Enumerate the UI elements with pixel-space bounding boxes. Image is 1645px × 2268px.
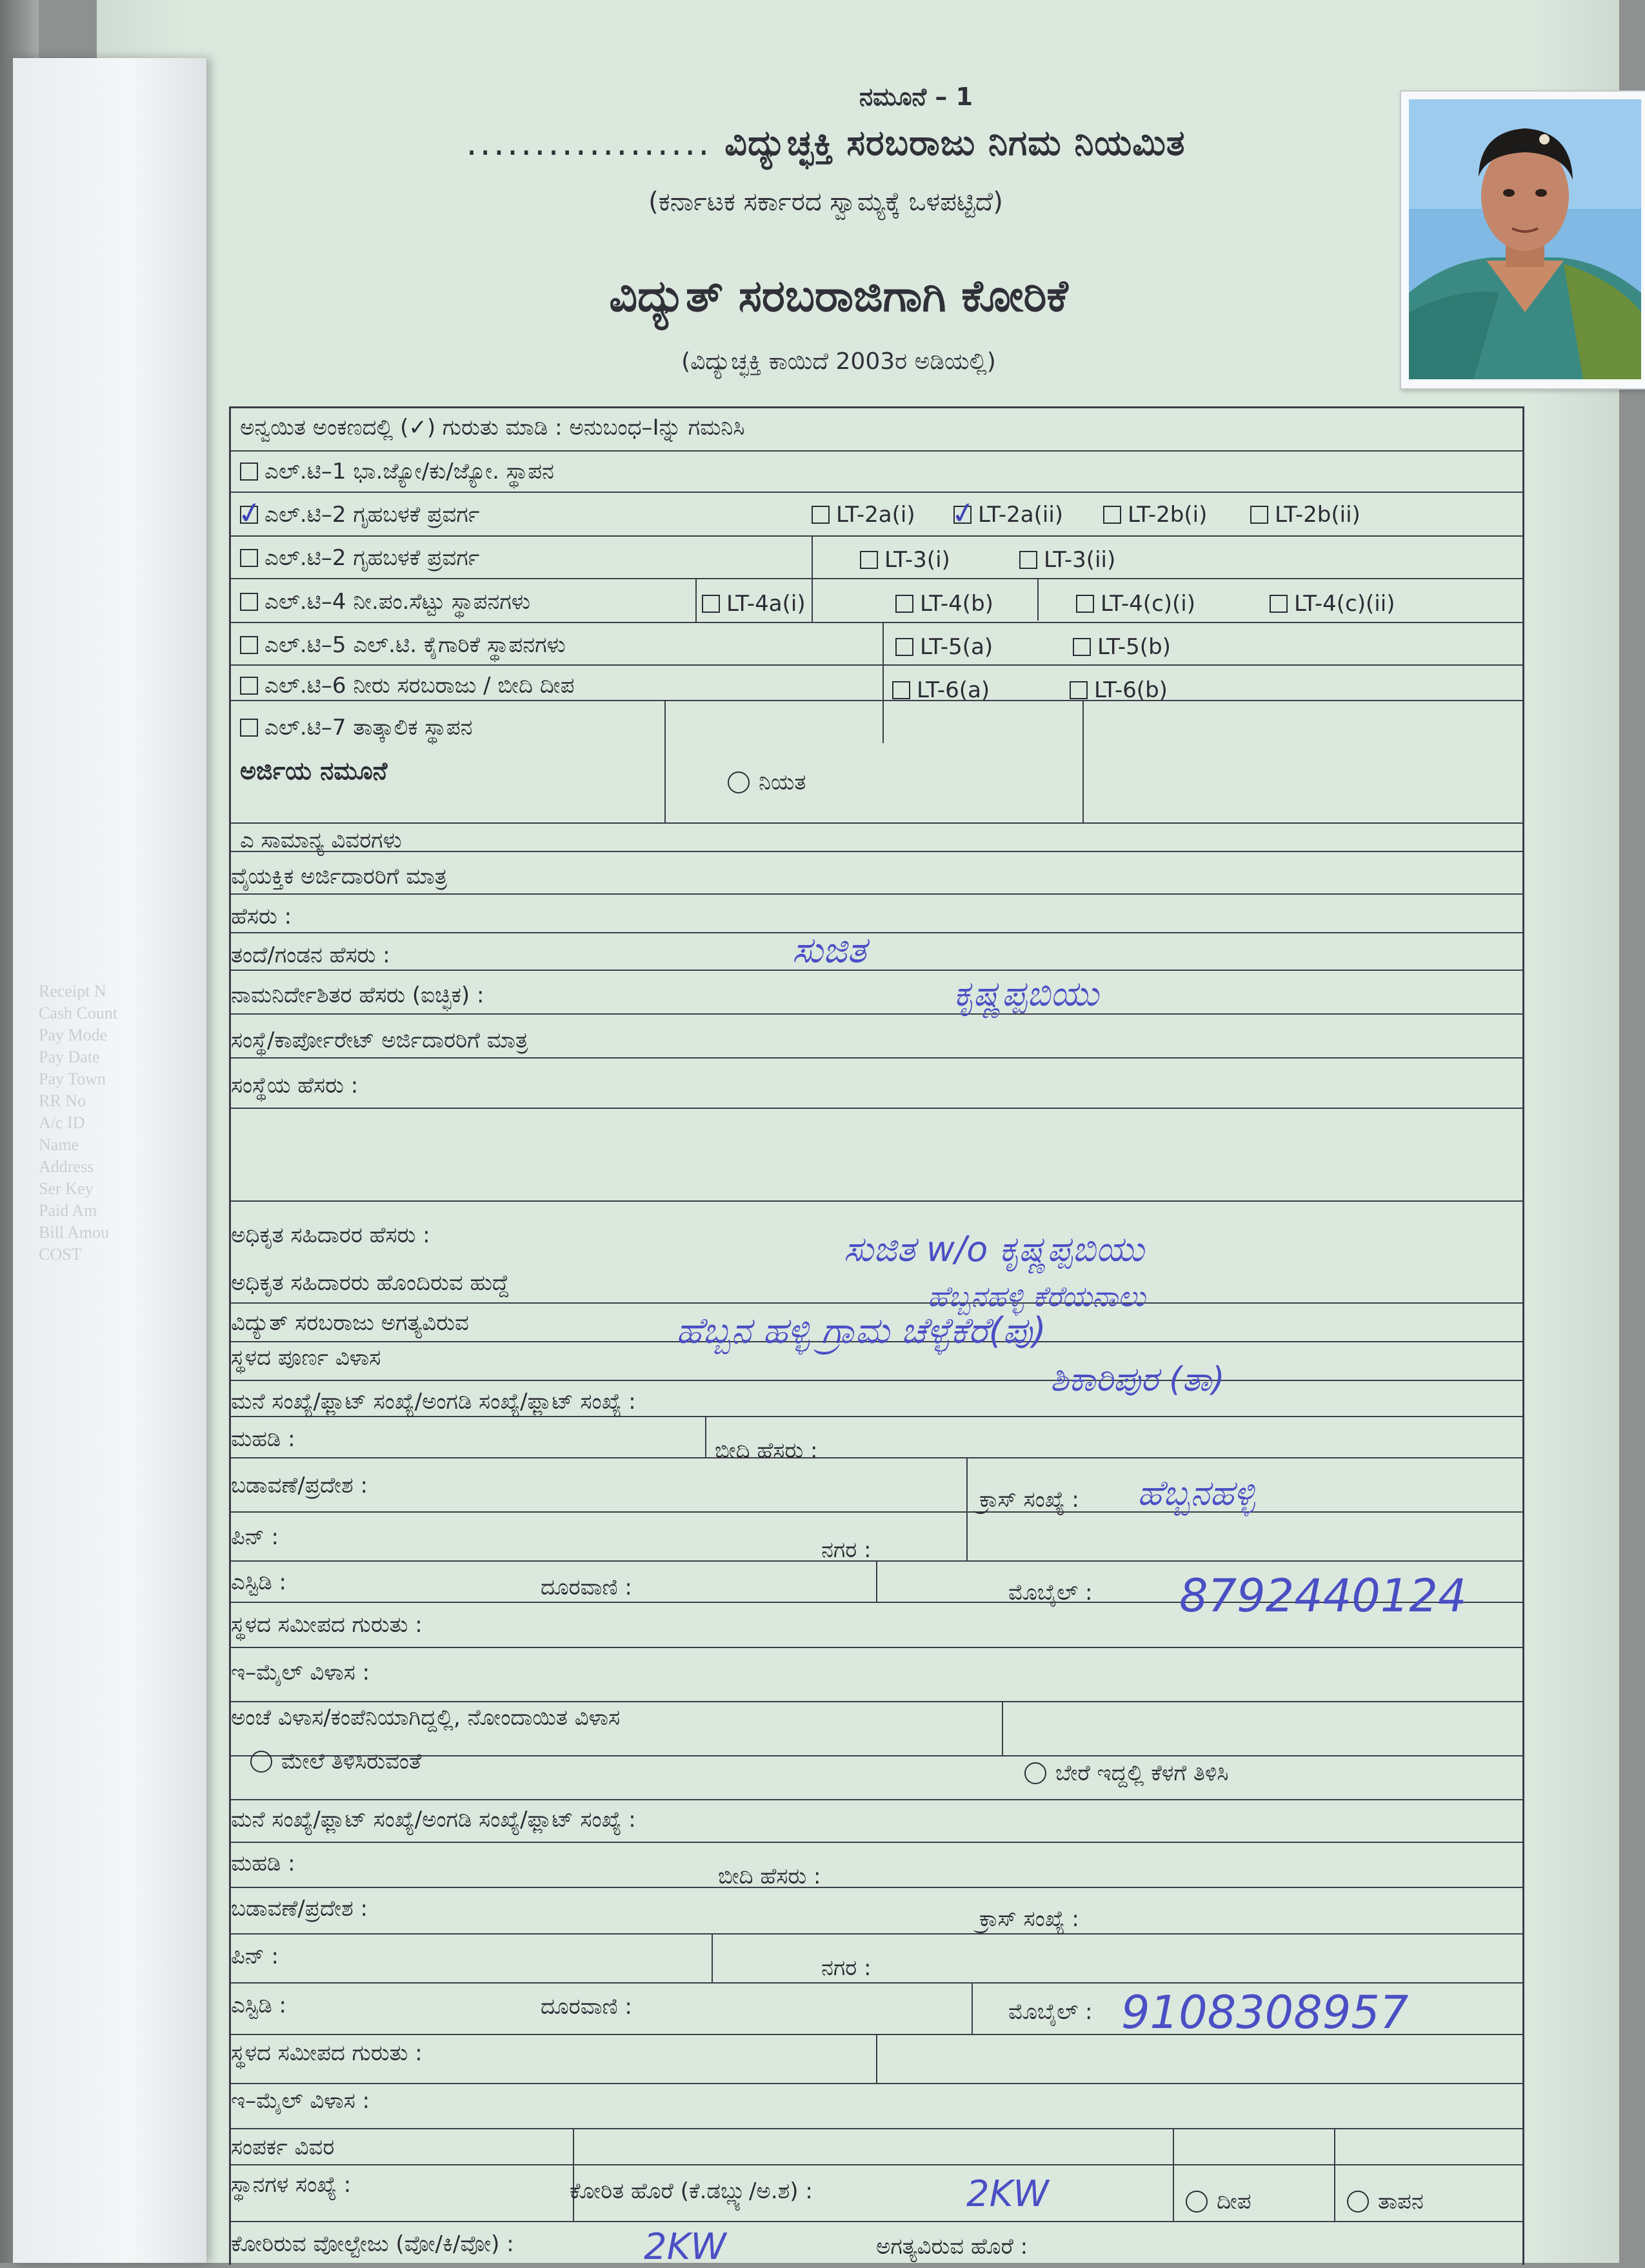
subcat-lt4b[interactable]	[895, 591, 993, 617]
heater-label: ತಾಪನ	[1378, 2189, 1424, 2214]
lt3ii-label: LT-3(ii)	[1044, 547, 1116, 573]
regular-label: ನಿಯತ	[759, 770, 806, 795]
lt1-label: ಎಲ್.ಟಿ–1 ಭಾ.ಜ್ಯೋ/ಕು/ಜ್ಯೋ. ಸ್ಥಾಪನ	[264, 459, 554, 484]
area-label: ಬಡಾವಣೆ/ಪ್ರದೇಶ :	[231, 1473, 368, 1498]
subcat-lt4cii[interactable]	[1270, 591, 1395, 617]
lt4ai-label: LT-4a(i)	[726, 591, 806, 617]
org-name-label: ಸಂಸ್ಥೆಯ ಹೆಸರು :	[231, 1073, 359, 1099]
individual-heading: ವೈಯಕ್ತಿಕ ಅರ್ಜಿದಾರರಿಗೆ ಮಾತ್ರ	[231, 864, 448, 890]
lt5-label: ಎಲ್.ಟಿ–5 ಎಲ್.ಟಿ. ಕೈಗಾರಿಕೆ ಸ್ಥಾಪನಗಳು	[264, 632, 566, 658]
heater-option[interactable]	[1347, 2189, 1424, 2214]
application-form-grid	[229, 406, 1524, 2268]
subcat-lt2aii[interactable]	[948, 493, 1064, 532]
lt4-label: ಎಲ್.ಟಿ–4 ನೀ.ಪಂ.ಸೆಟ್ಟು ಸ್ಥಾಪನಗಳು	[264, 589, 531, 615]
flap-ghost-text	[39, 980, 194, 1266]
lt4b-checkbox[interactable]	[895, 595, 913, 613]
check-mark-icon: ✓	[234, 493, 265, 532]
if-other-radio[interactable]	[1024, 1762, 1046, 1784]
lt2ai-label: LT-2a(i)	[836, 502, 915, 528]
ghost-line: Pay Town	[39, 1069, 106, 1088]
instruction-text: ಅನ್ವಯಿತ ಅಂಕಣದಲ್ಲಿ (✓) ಗುರುತು ಮಾಡಿ : ಅನುಬಂಧ–Iನ್ನು ಗಮನಿಸಿ	[240, 415, 745, 441]
ghost-line: RR No	[39, 1091, 86, 1110]
lt5a-label: LT-5(a)	[920, 634, 993, 660]
org-dots: ..................	[466, 123, 712, 163]
ghost-line: Bill Amou	[39, 1223, 110, 1242]
floor-label: ಮಹಡಿ :	[231, 1426, 295, 1452]
if-other-label: ಬೇರೆ ಇದ್ದಲ್ಲಿ ಕೆಳಗೆ ತಿಳಿಸಿ	[1055, 1760, 1229, 1786]
postal-address-label: ಅಂಚೆ ವಿಳಾಸ/ಕಂಪೆನಿಯಾಗಿದ್ದಲ್ಲಿ, ನೋಂದಾಯಿತ ವಿಳಾಸ	[231, 1705, 621, 1731]
postal-mobile-label: ಮೊಬೈಲ್ :	[1008, 1999, 1093, 2025]
lt3i-checkbox[interactable]	[860, 551, 878, 569]
supply-address-label-2: ಸ್ಥಳದ ಪೂರ್ಣ ವಿಳಾಸ	[231, 1345, 381, 1371]
subcat-lt6a[interactable]	[892, 677, 990, 703]
postal-city-label: ನಗರ :	[821, 1955, 872, 1981]
same-as-above-radio[interactable]	[250, 1751, 272, 1773]
postal-area-label: ಬಡಾವಣೆ/ಪ್ರದೇಶ :	[231, 1896, 368, 1922]
heater-radio[interactable]	[1347, 2191, 1369, 2213]
category-lt3[interactable]	[240, 545, 479, 571]
regular-radio[interactable]	[728, 771, 750, 793]
lt6b-label: LT-6(b)	[1094, 677, 1168, 703]
subcat-lt2ai[interactable]	[812, 502, 915, 528]
lt5b-checkbox[interactable]	[1073, 638, 1091, 656]
lt1-checkbox[interactable]	[240, 463, 258, 481]
subcat-lt2bi[interactable]	[1103, 502, 1207, 528]
application-type-regular[interactable]	[728, 770, 806, 795]
same-as-above-label: ಮೇಲೆ ತಿಳಿಸಿರುವಂತೆ	[281, 1749, 422, 1775]
category-lt1[interactable]	[240, 459, 554, 484]
subcat-lt5b[interactable]	[1073, 634, 1171, 660]
postal-cross-label: ಕ್ರಾಸ್ ಸಂಖ್ಯೆ :	[979, 1906, 1079, 1932]
subcat-lt4ci[interactable]	[1076, 591, 1195, 617]
lt2-checkbox[interactable]	[234, 493, 265, 532]
lt5-checkbox[interactable]	[240, 636, 258, 654]
lt4cii-label: LT-4(c)(ii)	[1294, 591, 1395, 617]
postal-street-label: ಬೀದಿ ಹೆಸರು :	[718, 1864, 821, 1889]
subcat-lt6b[interactable]	[1070, 677, 1168, 703]
connection-heading: ಸಂಪರ್ಕ ವಿವರ	[231, 2134, 335, 2160]
lt5a-checkbox[interactable]	[895, 638, 913, 656]
subcat-lt5a[interactable]	[895, 634, 993, 660]
lt4ci-label: LT-4(c)(i)	[1101, 591, 1196, 617]
organisation-name	[226, 123, 1426, 164]
ghost-line: A/c ID	[39, 1113, 85, 1132]
handwritten-father: ಕೃಷ್ಣಪ್ಪಬಿಯು	[953, 973, 1099, 1014]
postal-email-label: ಇ–ಮೈಲ್ ವಿಳಾಸ :	[231, 2088, 370, 2114]
category-lt4[interactable]	[240, 589, 530, 615]
lt4-checkbox[interactable]	[240, 593, 258, 611]
check-mark-icon: ✓	[948, 493, 979, 532]
lamp-label: ದೀಪ	[1217, 2189, 1251, 2214]
category-lt6[interactable]	[240, 673, 574, 699]
lt4cii-checkbox[interactable]	[1270, 595, 1288, 613]
postal-pin-label: ಪಿನ್ :	[231, 1944, 279, 1969]
ghost-line: Name	[39, 1135, 79, 1154]
landmark-label: ಸ್ಥಳದ ಸಮೀಪದ ಗುರುತು :	[231, 1612, 423, 1638]
handwritten-load: 2KW	[966, 2173, 1049, 2215]
lt3ii-checkbox[interactable]	[1019, 551, 1037, 569]
ghost-line: Paid Am	[39, 1201, 97, 1220]
lt7-checkbox[interactable]	[240, 719, 258, 737]
same-as-above-option[interactable]	[250, 1749, 421, 1775]
subcat-lt4ai[interactable]	[702, 591, 806, 617]
auth-name-label: ಅಧಿಕೃತ ಸಹಿದಾರರ ಹೆಸರು :	[231, 1222, 430, 1248]
mobile-label: ಮೊಬೈಲ್ :	[1008, 1580, 1093, 1606]
cross-label: ಕ್ರಾಸ್ ಸಂಖ್ಯೆ :	[979, 1487, 1079, 1513]
application-type-label: ಅರ್ಜಿಯ ನಮೂನೆ	[240, 757, 388, 785]
email-label: ಇ–ಮೈಲ್ ವಿಳಾಸ :	[231, 1660, 370, 1686]
form-title: ವಿದ್ಯುತ್ ಸರಬರಾಜಿಗಾಗಿ ಕೋರಿಕೆ	[609, 271, 1068, 322]
lamp-radio[interactable]	[1186, 2191, 1208, 2213]
handwritten-cross: ಹೆಬ್ಬನಹಳ್ಳಿ	[1137, 1473, 1255, 1513]
ghost-line: Pay Mode	[39, 1026, 108, 1044]
org-name-text: ವಿದ್ಯುಚ್ಛಕ್ತಿ ಸರಬರಾಜು ನಿಗಮ ನಿಯಮಿತ	[724, 123, 1186, 163]
lt2aii-checkbox[interactable]	[948, 493, 979, 532]
lt2bi-label: LT-2b(i)	[1128, 502, 1208, 528]
section-a-title: ಎ ಸಾಮಾನ್ಯ ವಿವರಗಳು	[240, 828, 402, 853]
father-label: ತಂದೆ/ಗಂಡನ ಹೆಸರು :	[231, 942, 390, 968]
postal-std-label: ಎಸ್ಟಿಡಿ :	[231, 1993, 287, 2018]
corporate-heading: ಸಂಸ್ಥೆ/ಕಾರ್ಪೋರೇಟ್ ಅರ್ಜಿದಾರರಿಗೆ ಮಾತ್ರ	[231, 1028, 528, 1053]
city-label: ನಗರ :	[821, 1537, 872, 1563]
postal-phone-label: ದೂರವಾಣಿ :	[541, 1994, 632, 2020]
handwritten-auth-name: ಸುಜಿತ w/o ಕೃಷ್ಣಪ್ಪಬಿಯು	[844, 1229, 1144, 1269]
pin-label: ಪಿನ್ :	[231, 1524, 279, 1550]
ghost-line: Address	[39, 1157, 94, 1176]
lt4ai-checkbox[interactable]	[702, 595, 720, 613]
ownership-note: (ಕರ್ನಾಟಕ ಸರ್ಕಾರದ ಸ್ವಾಮ್ಯಕ್ಕೆ ಒಳಪಟ್ಟಿದೆ)	[648, 187, 1003, 217]
ghost-line: COST	[39, 1245, 82, 1264]
voltage-label: ಕೋರಿರುವ ವೋಲ್ಟೇಜು (ವೋ/ಕಿ/ವೋ) :	[231, 2231, 514, 2257]
lt2bi-checkbox[interactable]	[1103, 506, 1121, 524]
handwritten-mobile-1: 8792440124	[1179, 1569, 1467, 1622]
ghost-line: Pay Date	[39, 1048, 100, 1066]
handwritten-address-3: ಶಿಕಾರಿಪುರ (ತಾ)	[1050, 1360, 1225, 1399]
handwritten-voltage: 2KW	[644, 2226, 726, 2268]
auth-post-label: ಅಧಿಕೃತ ಸಹಿದಾರರು ಹೊಂದಿರುವ ಹುದ್ದೆ	[231, 1270, 510, 1296]
if-other-option[interactable]	[1024, 1760, 1228, 1786]
applicant-photo	[1400, 90, 1645, 390]
ghost-line: Cash Count	[39, 1004, 118, 1022]
category-lt2[interactable]	[234, 493, 480, 532]
lt2aii-label: LT-2a(ii)	[978, 502, 1064, 528]
requested-load-label: ಕೋರಿತ ಹೊರೆ (ಕೆ.ಡಬ್ಲ್ಯು/ಅ.ಶ) :	[570, 2178, 813, 2204]
postal-floor-label: ಮಹಡಿ :	[231, 1851, 295, 1876]
std-label: ಎಸ್ಟಿಡಿ :	[231, 1569, 287, 1595]
lt3-checkbox[interactable]	[240, 549, 258, 567]
lt6-checkbox[interactable]	[240, 677, 258, 695]
form-number: ನಮೂನೆ – 1	[859, 83, 973, 111]
name-label: ಹೆಸರು :	[231, 904, 292, 930]
needed-load-label: ಅಗತ್ಯವಿರುವ ಹೊರೆ :	[876, 2234, 1028, 2260]
category-lt7[interactable]	[240, 715, 473, 741]
act-reference: (ವಿದ್ಯುಚ್ಛಕ್ತಿ ಕಾಯಿದೆ 2003ರ ಅಡಿಯಲ್ಲಿ)	[681, 348, 996, 375]
postal-house-label: ಮನೆ ಸಂಖ್ಯೆ/ಫ್ಲಾಟ್ ಸಂಖ್ಯೆ/ಅಂಗಡಿ ಸಂಖ್ಯೆ/ಫ್ಲಾಟ್ ಸಂಖ್ಯೆ :	[231, 1807, 636, 1833]
lt6a-label: LT-6(a)	[917, 677, 990, 703]
lt3i-label: LT-3(i)	[884, 547, 950, 573]
lt2-label: ಎಲ್.ಟಿ–2 ಗೃಹಬಳಕೆ ಪ್ರವರ್ಗ	[264, 502, 480, 528]
category-lt5[interactable]	[240, 632, 566, 658]
lamp-option[interactable]	[1186, 2189, 1251, 2214]
lt2bii-label: LT-2b(ii)	[1275, 502, 1361, 528]
ghost-line: Ser Key	[39, 1179, 94, 1198]
house-label: ಮನೆ ಸಂಖ್ಯೆ/ಫ್ಲಾಟ್ ಸಂಖ್ಯೆ/ಅಂಗಡಿ ಸಂಖ್ಯೆ/ಫ್ಲಾಟ್ ಸಂಖ್ಯೆ :	[231, 1389, 636, 1415]
lt6a-checkbox[interactable]	[892, 681, 910, 699]
lt2ai-checkbox[interactable]	[812, 506, 830, 524]
lt3-label: ಎಲ್.ಟಿ–2 ಗೃಹಬಳಕೆ ಪ್ರವರ್ಗ	[264, 545, 480, 571]
overlapping-page-flap	[13, 58, 206, 2263]
lt6b-checkbox[interactable]	[1070, 681, 1088, 699]
lt4ci-checkbox[interactable]	[1076, 595, 1094, 613]
lt4b-label: LT-4(b)	[920, 591, 993, 617]
postal-landmark-label: ಸ್ಥಳದ ಸಮೀಪದ ಗುರುತು :	[231, 2040, 423, 2066]
handwritten-address-2: ಹೆಬ್ಬನ ಹಳ್ಳಿ ಗ್ರಾಮ ಚೆಳ್ಳೆಕೆರೆ(ಪು)	[676, 1310, 1046, 1352]
lt2bii-checkbox[interactable]	[1250, 506, 1268, 524]
handwritten-mobile-2: 9108308957	[1121, 1986, 1409, 2039]
nominee-label: ನಾಮನಿರ್ದೇಶಿತರ ಹೆಸರು (ಐಚ್ಛಿಕ) :	[231, 982, 484, 1008]
subcat-lt3i[interactable]	[860, 547, 950, 573]
lt6-label: ಎಲ್.ಟಿ–6 ನೀರು ಸರಬರಾಜು / ಬೀದಿ ದೀಪ	[264, 673, 575, 699]
street-label: ಬೀದಿ ಹೆಸರು :	[715, 1438, 818, 1464]
phone-label: ದೂರವಾಣಿ :	[541, 1575, 632, 1600]
ghost-line: Receipt N	[39, 982, 106, 1000]
points-label: ಸ್ಥಾನಗಳ ಸಂಖ್ಯೆ :	[231, 2172, 352, 2198]
subcat-lt3ii[interactable]	[1019, 547, 1115, 573]
lt7-label: ಎಲ್.ಟಿ–7 ತಾತ್ಕಾಲಿಕ ಸ್ಥಾಪನ	[264, 715, 473, 741]
applicant-photo-image	[1409, 99, 1641, 379]
handwritten-name: ಸುಜಿತ	[792, 930, 866, 971]
lt5b-label: LT-5(b)	[1097, 634, 1171, 660]
subcat-lt2bii[interactable]	[1250, 502, 1361, 528]
supply-address-label-1: ವಿದ್ಯುತ್ ಸರಬರಾಜು ಅಗತ್ಯವಿರುವ	[231, 1310, 469, 1336]
handwritten-address-1: ಹೆಬ್ಬನಹಳ್ಳಿ ಕೆರೆಯನಾಲು	[928, 1280, 1146, 1313]
